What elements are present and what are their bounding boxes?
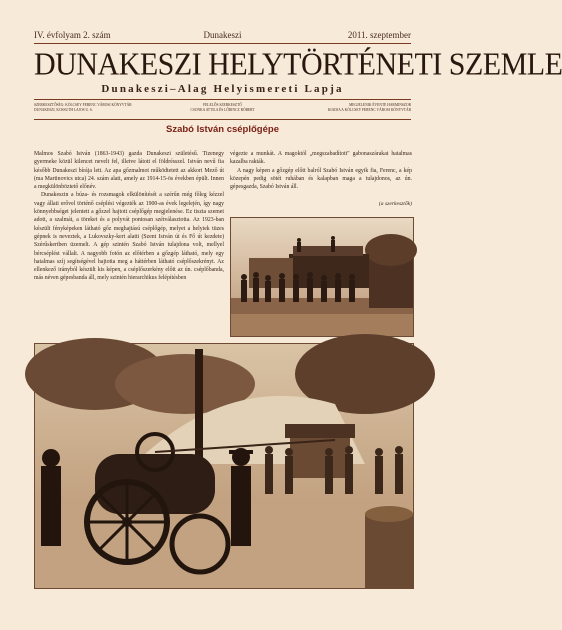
credits-left-line: SZERKESZTŐSÉG: KÖLCSEY FERENC VÁROSI KÖNYVTÁR — [34, 103, 132, 107]
issue-number: IV. évfolyam 2. szám — [34, 30, 111, 40]
credits-center-line: FELELŐS SZERKESZTŐ — [203, 103, 242, 107]
article-paragraph: A nagy képen a gőzgép előtt balról Szabó István egyik fia, Ferenc, a kép közepén pedig sötét ruhában és kalapban maga a tulajdonos, az ún. gépesgazda, Szabó István áll. — [230, 167, 412, 191]
article-column-right — [230, 150, 412, 208]
issue-date: 2011. szeptember — [347, 30, 411, 40]
article-paragraph: végezte a munkát. A magoktól „megszabadított" gabonaszárakat hatalmas kazalba rakták. — [230, 151, 412, 166]
credits-right-line: KIADJA A KÖLCSEY FERENC VÁROSI KÖNYVTÁR — [327, 108, 411, 112]
article-paragraph: Dunakeszin a búza- és rozsmagok elkülönítését a szérűn még főleg kézzel vagy állati erővel történő cséplési végezték az 1900-as évek legelején, így nagy könnyebbséget jelentett a gőzzel hajtott cséplőgép megjelenése. Ez tiszta szemet adott, a szalmát, a töreket és a polyvát pontosan szétválasztotta. Az 1923-ban készült fényképeken látható gőz meghajtású cséplőgép, melyet a helyiek tüzes gépnek is neveztek, a Lukovszky-kert alatti (Szent István út és Fő út kezdete) Szérűskertben üzemelt. A gép szintén Szabó István tulajdona volt, mellyel bércséplést vállalt. A nagyobb fotón az előtérben a gőzgép látható, mely egy hatalmas szíj segítségével hajtotta meg a háttérben látható cséplőszekrényt. Az ellenkező irányból készült kis képen, a cséplőszerkény előtt az ún. cséplőbanda, más néven gépesbanda áll, mely szintén hierarchikus felépítésben — [34, 192, 224, 282]
credits-center-line: CSONKA ATTILA ÉS LŐRINCZ RÓBERT — [190, 108, 255, 112]
credits-right-line: MEGJELENIK ÉVENTE HARMINSZOR — [349, 103, 411, 107]
credits-right — [328, 103, 411, 113]
issue-place: Dunakeszi — [203, 30, 242, 40]
steam-engine-illustration — [35, 344, 413, 588]
masthead-title: DUNAKESZI HELYTÖRTÉNETI SZEMLE — [34, 47, 562, 82]
article-column-left — [34, 150, 224, 338]
divider — [34, 43, 411, 44]
issue-line — [34, 30, 411, 42]
credits-left — [34, 103, 132, 113]
threshing-crew-illustration — [231, 218, 413, 336]
article-paragraph: Malmos Szabó István (1863-1943) gazda Dunakeszi születésű. Tizenegy gyermeke közül kilencet nevelt fel, illetve látott el földrésszel. István nevű fia később Dunakeszi bírája lett. Az apa gőzmalmot működtetett az akkori Mező út (ma Martinovics utca) 24. szám alatt, amely az 1914-15-ös években épült. Innen a megkülönböztető előnév. — [34, 151, 224, 191]
divider — [34, 119, 411, 120]
credits-bar — [34, 103, 411, 119]
credits-left-line: DUNAKESZI, KOSSUTH LAJOS U. 6. — [34, 108, 93, 112]
article-byline: (a szerkesztők) — [378, 201, 412, 207]
steam-engine-photo — [34, 343, 414, 589]
threshing-crew-photo — [230, 217, 414, 337]
credits-center — [190, 103, 254, 113]
divider — [34, 99, 411, 100]
masthead-subtitle: Dunakeszi–Alag Helyismereti Lapja — [101, 83, 344, 95]
article-title: Szabó István cséplőgépe — [166, 124, 279, 135]
